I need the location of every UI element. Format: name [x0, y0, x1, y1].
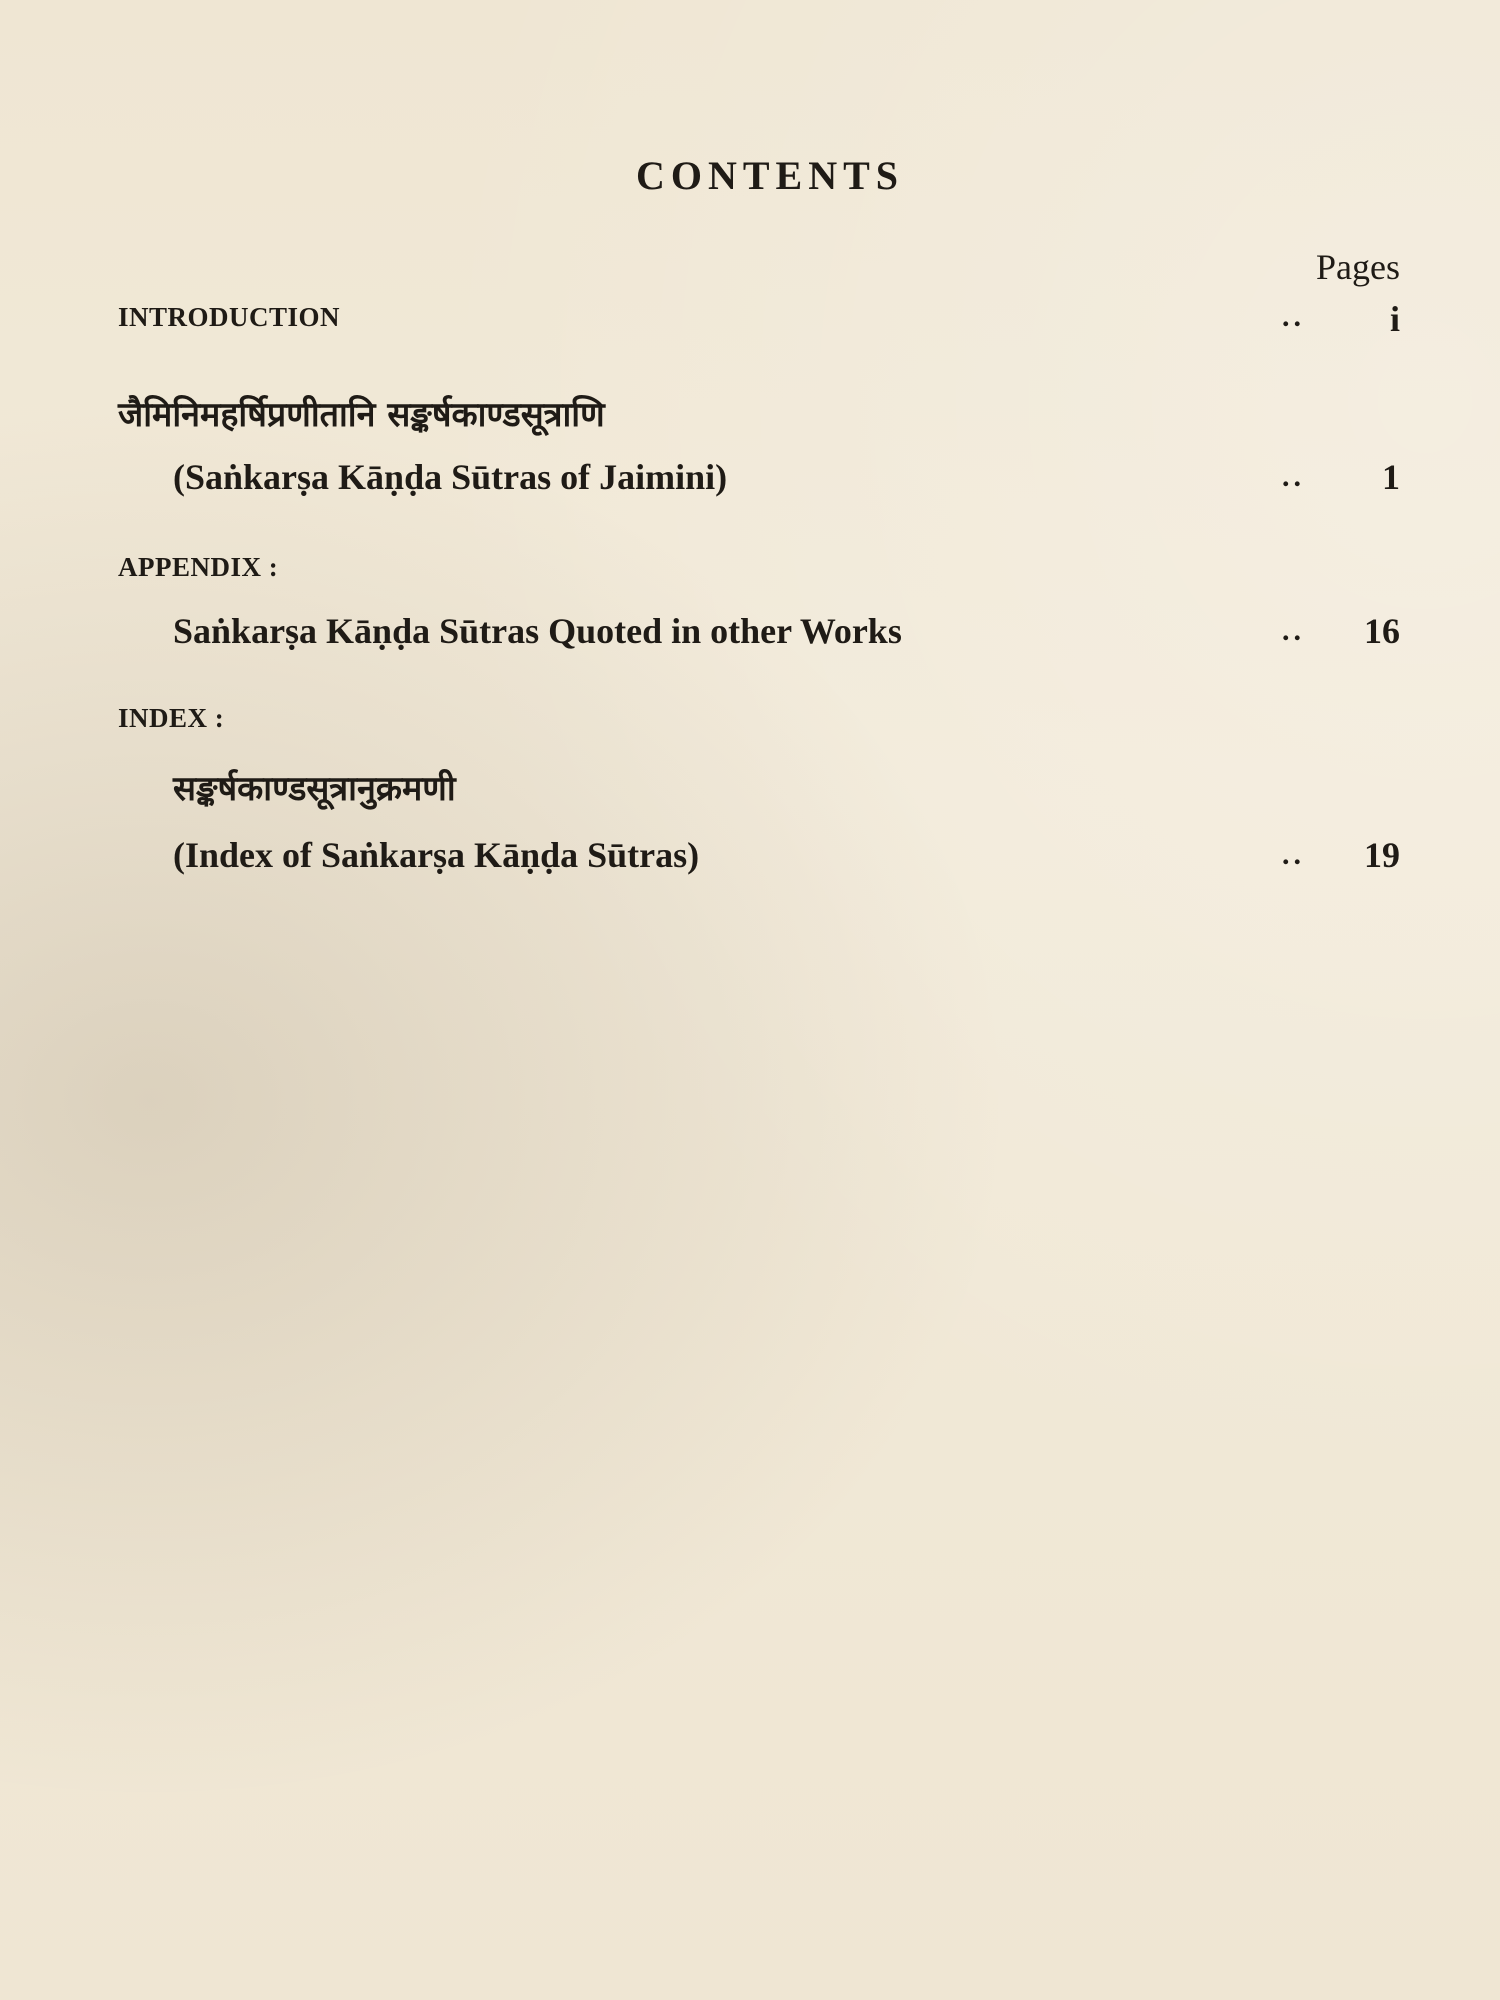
page-number: 19 [1364, 835, 1400, 875]
appendix-label: APPENDIX : [118, 552, 279, 582]
page-title: CONTENTS [635, 153, 905, 198]
toc-entry-index [0, 834, 1500, 884]
page-number: 1 [1382, 457, 1400, 497]
main-text-devanagari: जैमिनिमहर्षिप्रणीतानि सङ्कर्षकाण्डसूत्राणि [118, 395, 605, 435]
index-title: (Index of Saṅkarṣa Kāṇḍa Sūtras) [173, 835, 700, 875]
page-number: 16 [1364, 611, 1400, 651]
index-label: INDEX : [118, 703, 225, 733]
toc-entry-appendix [0, 610, 1500, 660]
appendix-heading-row [0, 552, 1500, 602]
leader-dots: .. [1282, 614, 1305, 647]
appendix-title: Saṅkarṣa Kāṇḍa Sūtras Quoted in other Works [173, 611, 902, 651]
main-text-title: (Saṅkarṣa Kāṇḍa Sūtras of Jaimini) [173, 457, 728, 497]
main-text-devanagari-row [0, 390, 1500, 440]
leader-dots: .. [1282, 300, 1305, 333]
toc-entry-main-text [0, 456, 1500, 506]
index-heading-row [0, 703, 1500, 753]
pages-column-header: Pages [1316, 247, 1400, 287]
introduction-label: INTRODUCTION [118, 302, 341, 332]
page-number: i [1389, 299, 1400, 339]
index-devanagari-row [0, 764, 1500, 814]
index-devanagari: सङ्कर्षकाण्डसूत्रानुक्रमणी [173, 769, 456, 809]
toc-entry-introduction [0, 298, 1500, 348]
leader-dots: .. [1282, 838, 1305, 871]
leader-dots: .. [1282, 460, 1305, 493]
